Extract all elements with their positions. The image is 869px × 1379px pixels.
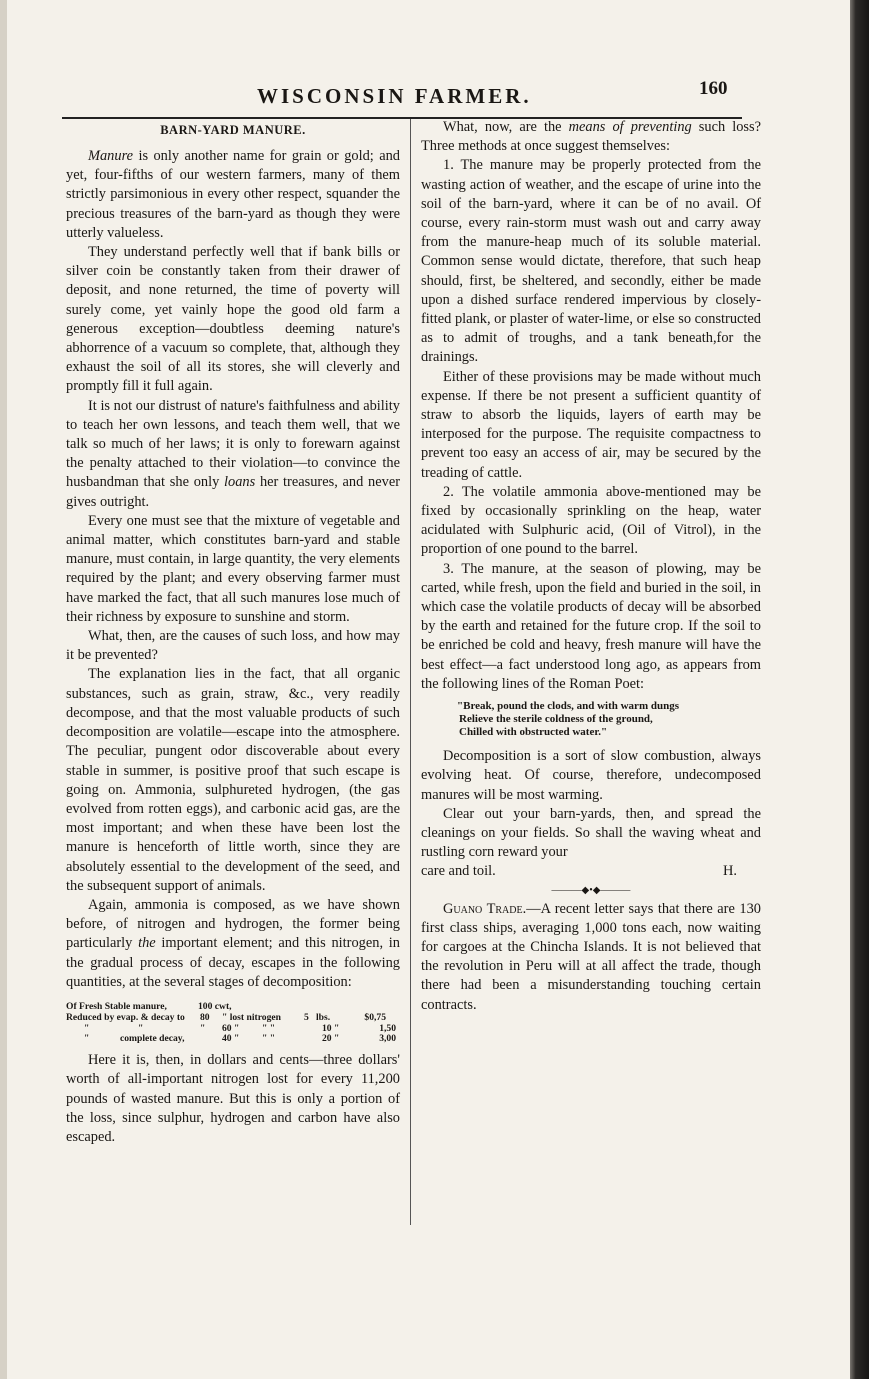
emphasis: the xyxy=(138,935,156,952)
emphasis: loans xyxy=(224,474,256,491)
paragraph: Every one must see that the mixture of vegetable and animal matter, which constitutes barn-yard and stable manure, must contain, in large quantity, the very elements required by the plant; and every observing farmer must have marked the fact, that all such manures lose much of their richness by exposure to sunshine and storm. xyxy=(66,512,400,625)
paragraph: What, now, are the means of preventing such loss? Three methods at once suggest themselves: xyxy=(421,119,762,155)
page-header xyxy=(62,78,742,108)
left-column xyxy=(66,121,400,1147)
table-row: Reduced by evap. & decay to 80 " lost nitrogen 5 lbs. $0,75 xyxy=(66,1011,386,1023)
signature: H. xyxy=(723,863,737,880)
poem-quote: "Break, pound the clods, and with warm dungs Relieve the sterile coldness of the ground, Chilled with obstructed water." xyxy=(457,700,679,739)
paragraph: Guano Trade.—A recent letter says that there are 130 first class ships, averaging 1,000 tons each, now waiting for cargoes at the Chincha Islands. It is not believed that the revolution in Peru will at all affect the trade, though there had been a misunderstanding touching certain contracts. xyxy=(421,900,762,1013)
paragraph: Here it is, then, in dollars and cents—three dollars' worth of all-important nitrogen lost for every 11,200 pounds of wasted manure. But this is only a portion of the loss, since sulphur, hydrogen and carbon have also escaped. xyxy=(66,1052,400,1145)
page-number: 160 xyxy=(699,78,728,99)
paragraph: 3. The manure, at the season of plowing, may be carted, while fresh, upon the field and buried in the soil, in which case the volatile products of decay will be absorbed by the earth and retained for the future crop. If the soil to be enriched be cold and heavy, fresh manure will have the best effect—a fact understood long ago, as appears from the following lines of the Roman Poet: xyxy=(421,560,761,692)
emphasis: means of preventing xyxy=(568,119,692,135)
table-row: " " " 60 " " " 10 " 1,50 xyxy=(84,1022,396,1034)
paragraph: 1. The manure may be properly protected from the wasting action of weather, and the escape of urine into the soil of the barn-yard, where it can be of no avail. Of course, every rain-storm must wash out and carry away from the manure-heap much of its soluble material. Common sense would dictate, therefore, that such heap should, first, be sheltered, and secondly, either be made upon a dished surface rendered impervious by closely-fitted plank, or plaster of water-lime, or else so constructed as to admit of troughs, and a tank beneath,for the drainings. xyxy=(421,157,761,366)
emphasis: Manure xyxy=(88,148,134,164)
section-ornament: ———◆•◆——— xyxy=(551,884,631,896)
column-divider xyxy=(410,119,411,1225)
running-title: WISCONSIN FARMER. xyxy=(257,84,532,108)
paragraph: Either of these provisions may be made without much expense. If there be not present a sufficient quantity of straw to absorb the liquids, layers of earth may be interposed for the purpose. The requisite compactness to prevent too easy an access of air, may be secured by the treading of cattle. xyxy=(421,368,761,481)
right-column xyxy=(421,118,761,1015)
paragraph: Manure is only another name for grain or gold; and yet, four-fifths of our western farmers, many of them strictly parsimonious in every other respect, squander the precious treasures of the barn-yard as though they were utterly valueless. xyxy=(66,148,400,241)
paragraph: Again, ammonia is composed, as we have shown before, of nitrogen and hydrogen, the former being particularly the important element; and this nitrogen, in the gradual process of decay, escapes in the following quantities, at the several stages of decomposition: xyxy=(66,896,400,990)
paragraph: What, then, are the causes of such loss, and how may it be prevented? xyxy=(66,628,400,664)
signature-line: care and toil. H. xyxy=(421,862,761,881)
paragraph: 2. The volatile ammonia above-mentioned may be fixed by occasionally sprinkling on the heap, water acidulated with Sulphuric acid, (Oil of Vitrol), in the proportion of one pound to the barrel. xyxy=(421,483,761,558)
table-row: Of Fresh Stable manure, 100 cwt, xyxy=(66,1000,232,1012)
paragraph: Clear out your barn-yards, then, and spread the cleanings on your fields. So shall the waving wheat and rustling corn reward your xyxy=(421,805,761,861)
nitrogen-loss-table xyxy=(66,1002,400,1045)
article-title: BARN-YARD MANURE. xyxy=(160,123,306,137)
table-row: " complete decay, 40 " " " 20 " 3,00 xyxy=(84,1033,396,1045)
paragraph: The explanation lies in the fact, that all organic substances, such as grain, straw, &c., very readily decompose, and that the most valuable products of such decomposition are volatile—escape into the atmosphere. The peculiar, pungent odor discoverable about every stable in summer, is positive proof that such escape is going on. Ammonia, sulphureted hydrogen, (the gas evolved from rotten eggs), and carbonic acid gas, are the most important; and when these have been lost the manure is henceforth of little worth, since they are absolutely essential to the development of the seed, and the subsequent support of animals. xyxy=(66,666,400,894)
paragraph: It is not our distrust of nature's faithfulness and ability to teach her own lessons, and teach them well, that we talk so much of her laws; it is only to forewarn against the penalty attached to their violation—to convince the husbandman that she only loans her treasures, and never gives outright. xyxy=(66,397,400,510)
section-heading: Guano Trade. xyxy=(443,900,527,917)
paragraph: Decomposition is a sort of slow combustion, always evolving heat. Of course, therefore, undecomposed manures will be most warming. xyxy=(421,748,761,803)
paragraph: They understand perfectly well that if bank bills or silver coin be constantly taken from their drawer of deposit, and none returned, the time of poverty will surely come, yet vainly hope the good old farm a generous exception—doubtless deeming nature's abhorrence of a vacuum so complete, that, although they exhaust the soil of all its stores, she will cleverly and promptly fill it full again. xyxy=(66,244,400,395)
scan-edge-shadow xyxy=(850,0,869,1379)
